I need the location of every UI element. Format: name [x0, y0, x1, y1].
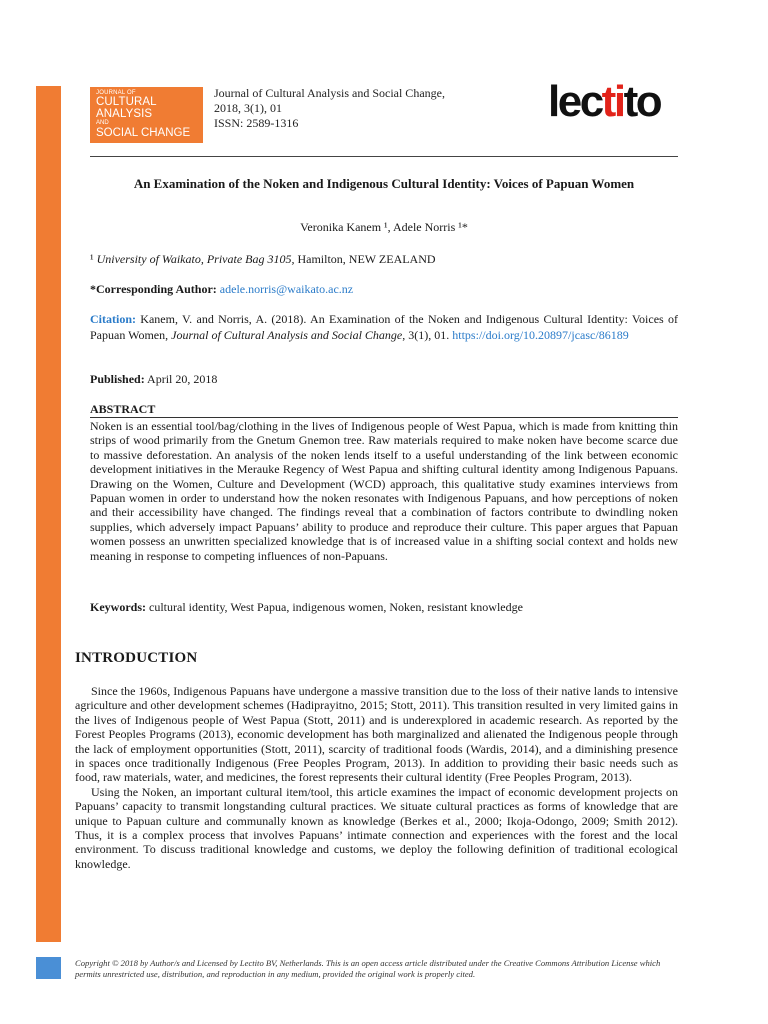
introduction-heading: INTRODUCTION [75, 650, 198, 666]
lectito-logo-part3: to [623, 77, 661, 126]
corresponding-author-label: *Corresponding Author: [90, 282, 217, 296]
published-value: April 20, 2018 [144, 372, 218, 386]
citation-label: Citation: [90, 312, 136, 326]
abstract-text: Noken is an essential tool/bag/clothing in the lives of Indigenous people of West Papua, which is made from knitting thin strips of wood primarily from the Gnetum Gnemon tree. Raw materials required to make noken have become scarce due to massive deforestation. An analysis of the noken lends itself to a useful understanding of the link between economic development initiatives in the Merauke Regency of West Papua and shifting cultural identity among Indigenous Papuans. Drawing on the Women, Culture and Development (WCD) approach, this qualitative study examines interviews from Papuan women in order to understand how the noken resonates with Indigenous Papuans, and how perceptions of noken and their accessibility have changed. The findings reveal that a combination of factors contribute to dwindling noken supplies, which adversely impact Papuans’ ability to produce and reproduce their culture. This paper argues that Papuan women possess an unwritten specialized knowledge that is of increased value in a shifting social context and holds new meaning in response to competing influences of non-Papuans. [90, 419, 678, 563]
affiliation-superscript: ¹ [90, 252, 94, 266]
doi-link[interactable]: https://doi.org/10.20897/jcasc/86189 [452, 327, 629, 342]
affiliation-location: Hamilton, NEW ZEALAND [294, 252, 436, 266]
lectito-logo[interactable] [548, 77, 661, 126]
introduction-paragraph-2: Using the Noken, an important cultural item/tool, this article examines the impact of economic development projects on Papuans’ capacity to transmit longstanding cultural practices. We situate cultural practices as forms of knowledge that are unique to Papuan culture and communally known as knowledge (Berkes et al., 2000; Ikoja-Odongo, 2009; Smith 2012). Thus, it is a complex process that involves Papuans’ intimate connection and experiences with the forest and the local environment. To discuss traditional knowledge and customs, we deploy the following definition of traditional ecological knowledge. [75, 784, 678, 871]
keywords-label: Keywords: [90, 600, 146, 614]
copyright-notice: Copyright © 2018 by Author/s and Licensed by Lectito BV, Netherlands. This is an open access article distributed under the Creative Commons Attribution License which permits unrestricted use, distribution, and reproduction in any medium, provided the original work is properly cited. [75, 958, 661, 980]
citation-volume: , 3(1), 01. [402, 327, 450, 342]
journal-logo-line1: JOURNAL OF [96, 90, 136, 96]
journal-volume: 2018, 3(1), 01 [214, 101, 282, 115]
paper-title: An Examination of the Noken and Indigenous Cultural Identity: Voices of Papuan Women [133, 176, 635, 191]
lectito-logo-part2: ti [601, 77, 624, 126]
published-date [90, 372, 217, 387]
abstract-heading: ABSTRACT [90, 402, 156, 416]
citation-journal: Journal of Cultural Analysis and Social Change [171, 327, 403, 342]
journal-issn: ISSN: 2589-1316 [214, 116, 299, 130]
affiliation [90, 252, 436, 267]
journal-logo-line2: CULTURAL ANALYSIS [96, 96, 157, 121]
citation [90, 312, 678, 343]
keywords-text: cultural identity, West Papua, indigenous women, Noken, resistant knowledge [146, 600, 523, 614]
affiliation-institution: University of Waikato, Private Bag 3105, [93, 252, 295, 266]
lectito-logo-part1: lec [548, 77, 602, 126]
published-label: Published: [90, 372, 145, 386]
abstract-divider [90, 417, 678, 418]
header-divider [90, 156, 678, 157]
journal-logo-line4: SOCIAL CHANGE [96, 126, 191, 139]
journal-logo-line3: AND [96, 120, 109, 127]
citation-text: Kanem, V. and Norris, A. (2018). An Examination of the Noken and Indigenous Cultural Identity: Voices of Papuan Women, [90, 312, 678, 342]
journal-logo [90, 87, 203, 143]
introduction-paragraph-1: Since the 1960s, Indigenous Papuans have undergone a massive transition due to the loss of their native lands to intensive agriculture and other development schemes (Hadiprayitno, 2015; Stott, 2011). This transition resulted in very limited gains in the lives of Indigenous people of West Papua (Stott, 2011) and is underexplored in academic research. As reported by the Forest Peoples Programs (2013), economic development has both marginalized and alienated the Indigenous people through the lack of employment opportunities (Stott, 2011), scarcity of traditional foods (Wardis, 2014), and a diminishing presence in spaces once traditionally Indigenous (Free Peoples Program, 2013). In addition to providing their basic needs such as food, raw materials, water, and medicines, the forest represents their cultural identity (Free Peoples Program, 2013). [75, 684, 678, 785]
introduction-body [75, 684, 678, 871]
journal-name: Journal of Cultural Analysis and Social Change, [214, 86, 445, 100]
authors: Veronika Kanem ¹, Adele Norris ¹* [300, 220, 468, 234]
corresponding-author [90, 282, 353, 297]
journal-header-info [214, 86, 445, 131]
keywords [90, 600, 523, 615]
orange-side-bar [36, 86, 61, 942]
blue-footer-square [36, 957, 61, 979]
corresponding-email-link[interactable]: adele.norris@waikato.ac.nz [219, 282, 354, 296]
